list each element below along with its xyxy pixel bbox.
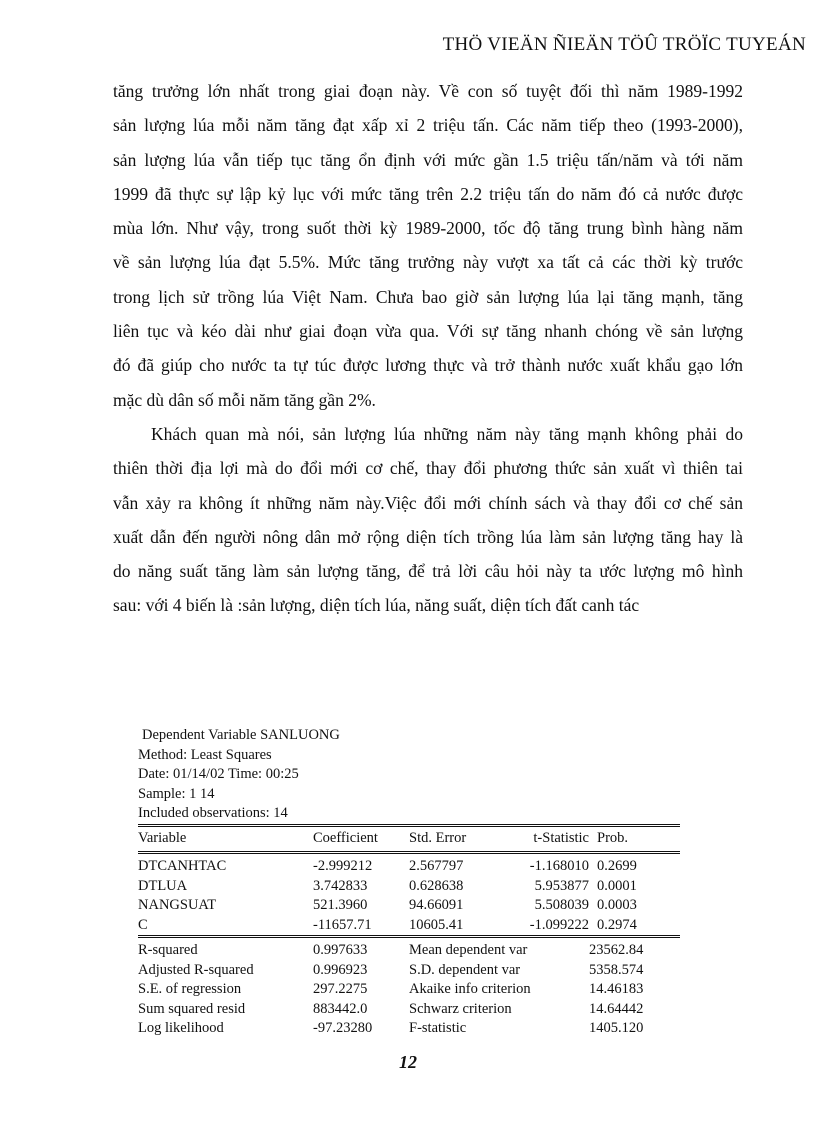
table-rule-middle xyxy=(138,935,680,938)
regression-output xyxy=(138,726,680,1039)
paragraph-line: về sản lượng lúa đạt 5.5%. Mức tăng trưởng này vượt xa tất cả các thời kỳ trước xyxy=(113,252,743,273)
t-statistic-cell: -1.099222 xyxy=(529,916,589,933)
t-statistic-cell: -1.168010 xyxy=(529,858,589,874)
summary-row xyxy=(138,961,680,981)
summary-row xyxy=(138,1019,680,1039)
column-header: t-Statistic xyxy=(533,829,589,846)
page-header-title: THÖ VIEÄN ÑIEÄN TÖÛ TRÖÏC TUYEÁN xyxy=(442,34,806,55)
meta-line: Date: 01/14/02 Time: 00:25 xyxy=(138,766,299,782)
paragraph-line: sản lượng lúa mỗi năm tăng đạt xấp xỉ 2 triệu tấn. Các năm tiếp theo (1993-2000), xyxy=(113,115,743,136)
body-text xyxy=(113,74,743,623)
std-error-cell: 94.66091 xyxy=(409,897,464,913)
meta-line: Method: Least Squares xyxy=(138,746,272,763)
summary-label: Log likelihood xyxy=(138,1020,224,1036)
paragraph-line: mặc dù dân số mỗi năm tăng gần 2%. xyxy=(113,389,376,410)
column-header: Prob. xyxy=(597,829,629,846)
summary-label: Akaike info criterion xyxy=(409,981,531,997)
coefficient-cell: -2.999212 xyxy=(313,858,373,874)
summary-row xyxy=(138,1000,680,1020)
coefficient-cell: 521.3960 xyxy=(313,897,368,913)
paragraph-line: mùa lớn. Như vậy, trong suốt thời kỳ 1989-2000, tốc độ tăng trung bình hàng năm xyxy=(113,218,743,239)
coefficient-cell: 3.742833 xyxy=(313,877,368,894)
t-statistic-cell: 5.508039 xyxy=(534,897,589,913)
table-row xyxy=(138,877,680,897)
paragraph-line: vẫn xảy ra không ít những năm này.Việc đổi mới chính sách và thay đổi cơ chế sản xyxy=(113,492,743,513)
t-statistic-cell: 5.953877 xyxy=(534,877,589,894)
variable-cell: NANGSUAT xyxy=(138,897,217,913)
summary-value: 883442.0 xyxy=(313,1000,368,1017)
summary-row xyxy=(138,980,680,1000)
prob-cell: 0.0003 xyxy=(597,897,637,913)
summary-value: 0.996923 xyxy=(313,961,368,978)
paragraph-line: xuất dẫn đến người nông dân mở rộng diện tích trồng lúa làm sản lượng tăng hay là xyxy=(113,526,743,547)
summary-label: Sum squared resid xyxy=(138,1000,246,1017)
summary-row xyxy=(138,941,680,961)
summary-label: Schwarz criterion xyxy=(409,1000,512,1017)
paragraph-line: liên tục và kéo dài như giai đoạn vừa qua. Với sự tăng nhanh chóng về sản lượng xyxy=(113,321,743,342)
meta-line: Dependent Variable SANLUONG xyxy=(142,727,340,743)
summary-value: 23562.84 xyxy=(589,942,644,958)
prob-cell: 0.2699 xyxy=(597,858,637,874)
prob-cell: 0.0001 xyxy=(597,877,637,894)
table-header-row xyxy=(138,829,680,849)
table-rule-top xyxy=(138,824,680,827)
paragraph-line: 1999 đã thực sự lập kỷ lục với mức tăng trên 2.2 triệu tấn do năm đó cả nước được xyxy=(113,183,743,204)
column-header: Std. Error xyxy=(409,829,467,846)
paragraph-line: Khách quan mà nói, sản lượng lúa những năm này tăng mạnh không phải do xyxy=(151,423,743,444)
page-number: 12 xyxy=(399,1052,417,1072)
variable-cell: DTLUA xyxy=(138,877,188,894)
paragraph-line: sản lượng lúa vẫn tiếp tục tăng ổn định với mức gần 1.5 triệu tấn/năm và tới năm xyxy=(113,149,743,170)
std-error-cell: 0.628638 xyxy=(409,877,464,894)
paragraph-line: sau: với 4 biến là :sản lượng, diện tích lúa, năng suất, diện tích đất canh tác xyxy=(113,595,640,616)
summary-label: S.E. of regression xyxy=(138,981,242,997)
paragraph-line: đó đã giúp cho nước ta tự túc được lương thực và trở thành nước xuất khẩu gạo lớn xyxy=(113,355,743,376)
std-error-cell: 2.567797 xyxy=(409,858,464,874)
summary-label: S.D. dependent var xyxy=(409,961,521,978)
paragraph-line: do năng suất tăng làm sản lượng tăng, để trả lời câu hỏi này ta ước lượng mô hình xyxy=(113,561,743,582)
summary-label: F-statistic xyxy=(409,1020,467,1036)
meta-line: Sample: 1 14 xyxy=(138,785,215,802)
regression-meta xyxy=(138,726,680,824)
summary-value: 297.2275 xyxy=(313,981,368,997)
table-row xyxy=(138,857,680,877)
summary-value: 1405.120 xyxy=(589,1020,644,1036)
summary-value: 0.997633 xyxy=(313,942,368,958)
variable-cell: DTCANHTAC xyxy=(138,858,227,874)
summary-value: 5358.574 xyxy=(589,961,644,978)
column-header: Coefficient xyxy=(313,829,378,846)
variable-cell: C xyxy=(138,916,148,933)
summary-label: Mean dependent var xyxy=(409,942,528,958)
summary-value: 14.46183 xyxy=(589,981,644,997)
paragraph-line: trong lịch sử trồng lúa Việt Nam. Chưa bao giờ sản lượng lúa lại tăng mạnh, tăng xyxy=(113,286,743,307)
column-header: Variable xyxy=(138,829,187,846)
meta-line: Included observations: 14 xyxy=(138,805,288,821)
table-row xyxy=(138,916,680,936)
prob-cell: 0.2974 xyxy=(597,916,637,933)
summary-label: Adjusted R-squared xyxy=(138,961,254,978)
std-error-cell: 10605.41 xyxy=(409,916,464,933)
summary-value: 14.64442 xyxy=(589,1000,644,1017)
paragraph-line: tăng trưởng lớn nhất trong giai đoạn này. Về con số tuyệt đối thì năm 1989-1992 xyxy=(113,81,743,101)
table-row xyxy=(138,896,680,916)
summary-value: -97.23280 xyxy=(313,1020,373,1036)
coefficient-cell: -11657.71 xyxy=(313,916,372,933)
table-rule-header xyxy=(138,851,680,854)
summary-label: R-squared xyxy=(138,942,198,958)
paragraph-line: thiên thời địa lợi mà do đổi mới cơ chế, thay đổi phương thức sản xuất vì thiên tai xyxy=(113,458,743,479)
